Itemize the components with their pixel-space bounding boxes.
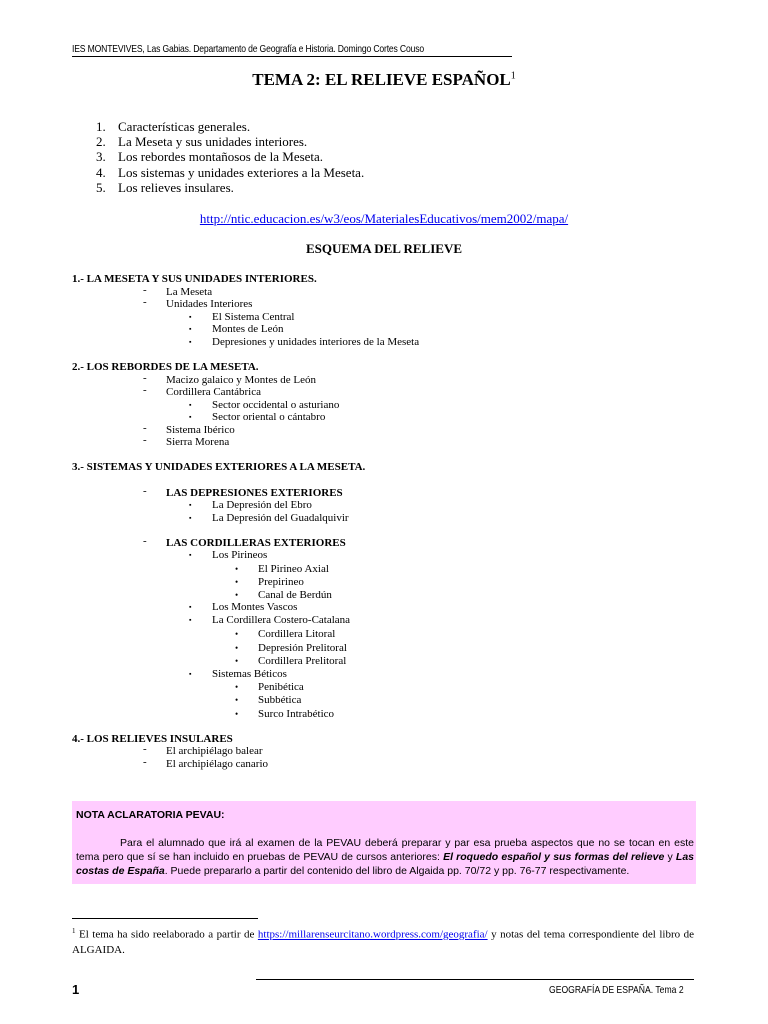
outline-item: Los Montes Vascos [212, 601, 298, 613]
square-bullet: ▪ [189, 401, 192, 409]
round-bullet: • [235, 695, 239, 705]
toc-item [96, 134, 364, 149]
outline-item: Subbética [258, 694, 302, 706]
outline-item: La Meseta [166, 286, 213, 298]
outline-item: Sierra Morena [166, 436, 230, 448]
note-text: . Puede prepararlo a partir del contenido del libro de Algaida pp. 70/72 y pp. 76-77 respectivamente. [164, 865, 630, 877]
dash-marker: - [143, 422, 147, 434]
page-title [0, 70, 768, 90]
note-body [76, 836, 694, 878]
note-emphasis: El roquedo español y sus formas del relieve [443, 851, 665, 863]
note-text: Para el alumnado que irá al examen de la PEVAU deberá preparar y par esa prueba aspectos que no se tocan en este tema pero que sí se han incluido en pruebas de PEVAU de cursos anteriores: [76, 837, 694, 863]
title-text: TEMA 2: EL RELIEVE ESPAÑOL [252, 70, 511, 89]
dash-marker: - [143, 372, 147, 384]
footnote [72, 924, 694, 958]
footer-title: GEOGRAFÍA DE ESPAÑA. Tema 2 [549, 984, 684, 996]
square-bullet: ▪ [189, 313, 192, 321]
pevau-note-box [72, 801, 696, 884]
outline-item: La Depresión del Ebro [212, 499, 312, 511]
toc-item [96, 119, 364, 134]
outline-item: El Pirineo Axial [258, 563, 329, 575]
dash-marker: - [143, 535, 147, 547]
square-bullet: ▪ [189, 551, 192, 559]
square-bullet: ▪ [189, 338, 192, 346]
toc-text: La Meseta y sus unidades interiores. [118, 134, 308, 150]
outline-item: Unidades Interiores [166, 298, 253, 310]
section-3-heading: 3.- SISTEMAS Y UNIDADES EXTERIORES A LA MESETA. [72, 461, 366, 473]
square-bullet: ▪ [189, 670, 192, 678]
toc-text: Los rebordes montañosos de la Meseta. [118, 149, 324, 165]
square-bullet: ▪ [189, 603, 192, 611]
outline-item: El archipiélago canario [166, 758, 269, 770]
outline-item: Sistemas Béticos [212, 668, 287, 680]
footnote-number: 1 [72, 927, 76, 935]
page-header: IES MONTEVIVES, Las Gabias. Departamento de Geografía e Historia. Domingo Cortes Couso [72, 43, 424, 55]
toc-num: 2. [96, 134, 106, 150]
section-4-heading: 4.- LOS RELIEVES INSULARES [72, 733, 233, 745]
outline-item: Sistema Ibérico [166, 424, 235, 436]
table-of-contents [96, 119, 364, 195]
round-bullet: • [235, 709, 239, 719]
outline-item: Prepirineo [258, 576, 304, 588]
map-link[interactable]: http://ntic.educacion.es/w3/eos/MaterialesEducativos/mem2002/mapa/ [199, 211, 569, 226]
note-title: NOTA ACLARATORIA PEVAU: [76, 809, 225, 821]
header-rule [72, 56, 512, 57]
dash-marker: - [143, 756, 147, 768]
square-bullet: ▪ [189, 501, 192, 509]
round-bullet: • [235, 682, 239, 692]
note-paragraph [76, 836, 694, 878]
round-bullet: • [235, 590, 239, 600]
toc-item [96, 149, 364, 164]
outline-item: Sector oriental o cántabro [212, 411, 326, 423]
outline-item: Depresiones y unidades interiores de la Meseta [212, 336, 420, 348]
outline-item: La Depresión del Guadalquivir [212, 512, 349, 524]
outline-subheading: LAS DEPRESIONES EXTERIORES [166, 487, 343, 499]
outline-item: Macizo galaico y Montes de León [166, 374, 316, 386]
footnote-rule [72, 918, 258, 919]
toc-text: Características generales. [118, 119, 251, 134]
outline-item: Cordillera Prelitoral [258, 655, 347, 667]
square-bullet: ▪ [189, 413, 192, 421]
round-bullet: • [235, 643, 239, 653]
outline-item: Cordillera Litoral [258, 628, 336, 640]
outline-item: Los Pirineos [212, 549, 268, 561]
footer-rule [256, 979, 694, 980]
square-bullet: ▪ [189, 616, 192, 624]
note-emphasis: Las costas de España [76, 851, 694, 877]
page-number: 1 [72, 982, 80, 997]
schema-title: ESQUEMA DEL RELIEVE [305, 241, 463, 256]
toc-text: Los sistemas y unidades exteriores a la Meseta. [118, 164, 365, 180]
section-2-heading: 2.- LOS REBORDES DE LA MESETA. [72, 361, 259, 373]
dash-marker: - [143, 743, 147, 755]
outline-item: Cordillera Cantábrica [166, 386, 261, 398]
toc-item [96, 165, 364, 180]
outline-item: El archipiélago balear [166, 745, 263, 757]
dash-marker: - [143, 296, 147, 308]
toc-item [96, 180, 364, 195]
dash-marker: - [143, 434, 147, 446]
outline-item: Sector occidental o asturiano [212, 399, 340, 411]
square-bullet: ▪ [189, 514, 192, 522]
outline-item: La Cordillera Costero-Catalana [212, 614, 351, 626]
section-1-heading: 1.- LA MESETA Y SUS UNIDADES INTERIORES. [72, 273, 317, 285]
outline-item: Montes de León [212, 323, 284, 335]
round-bullet: • [235, 577, 239, 587]
round-bullet: • [235, 564, 239, 574]
toc-num: 5. [96, 179, 106, 195]
toc-num: 3. [96, 149, 106, 165]
toc-num: 1. [96, 119, 106, 134]
dash-marker: - [143, 384, 147, 396]
toc-text: Los relieves insulares. [118, 179, 234, 195]
outline-item: Penibética [258, 681, 304, 693]
dash-marker: - [143, 284, 147, 296]
dash-marker: - [143, 485, 147, 497]
outline-item: El Sistema Central [212, 311, 295, 323]
round-bullet: • [235, 656, 239, 666]
toc-num: 4. [96, 164, 106, 180]
outline-item: Canal de Berdún [258, 589, 332, 601]
footnote-text: y notas del tema correspondiente del libro de ALGAIDA. [72, 928, 694, 956]
footnote-text: El tema ha sido reelaborado a partir de [75, 928, 258, 941]
outline-item: Surco Intrabético [258, 708, 335, 720]
outline-item: Depresión Prelitoral [258, 642, 347, 654]
footnote-link[interactable]: https://millarenseurcitano.wordpress.com/geografia/ [257, 928, 488, 941]
title-footnote-ref[interactable]: 1 [510, 70, 516, 82]
square-bullet: ▪ [189, 325, 192, 333]
outline-subheading: LAS CORDILLERAS EXTERIORES [166, 537, 346, 549]
round-bullet: • [235, 629, 239, 639]
note-text: y [664, 851, 676, 863]
